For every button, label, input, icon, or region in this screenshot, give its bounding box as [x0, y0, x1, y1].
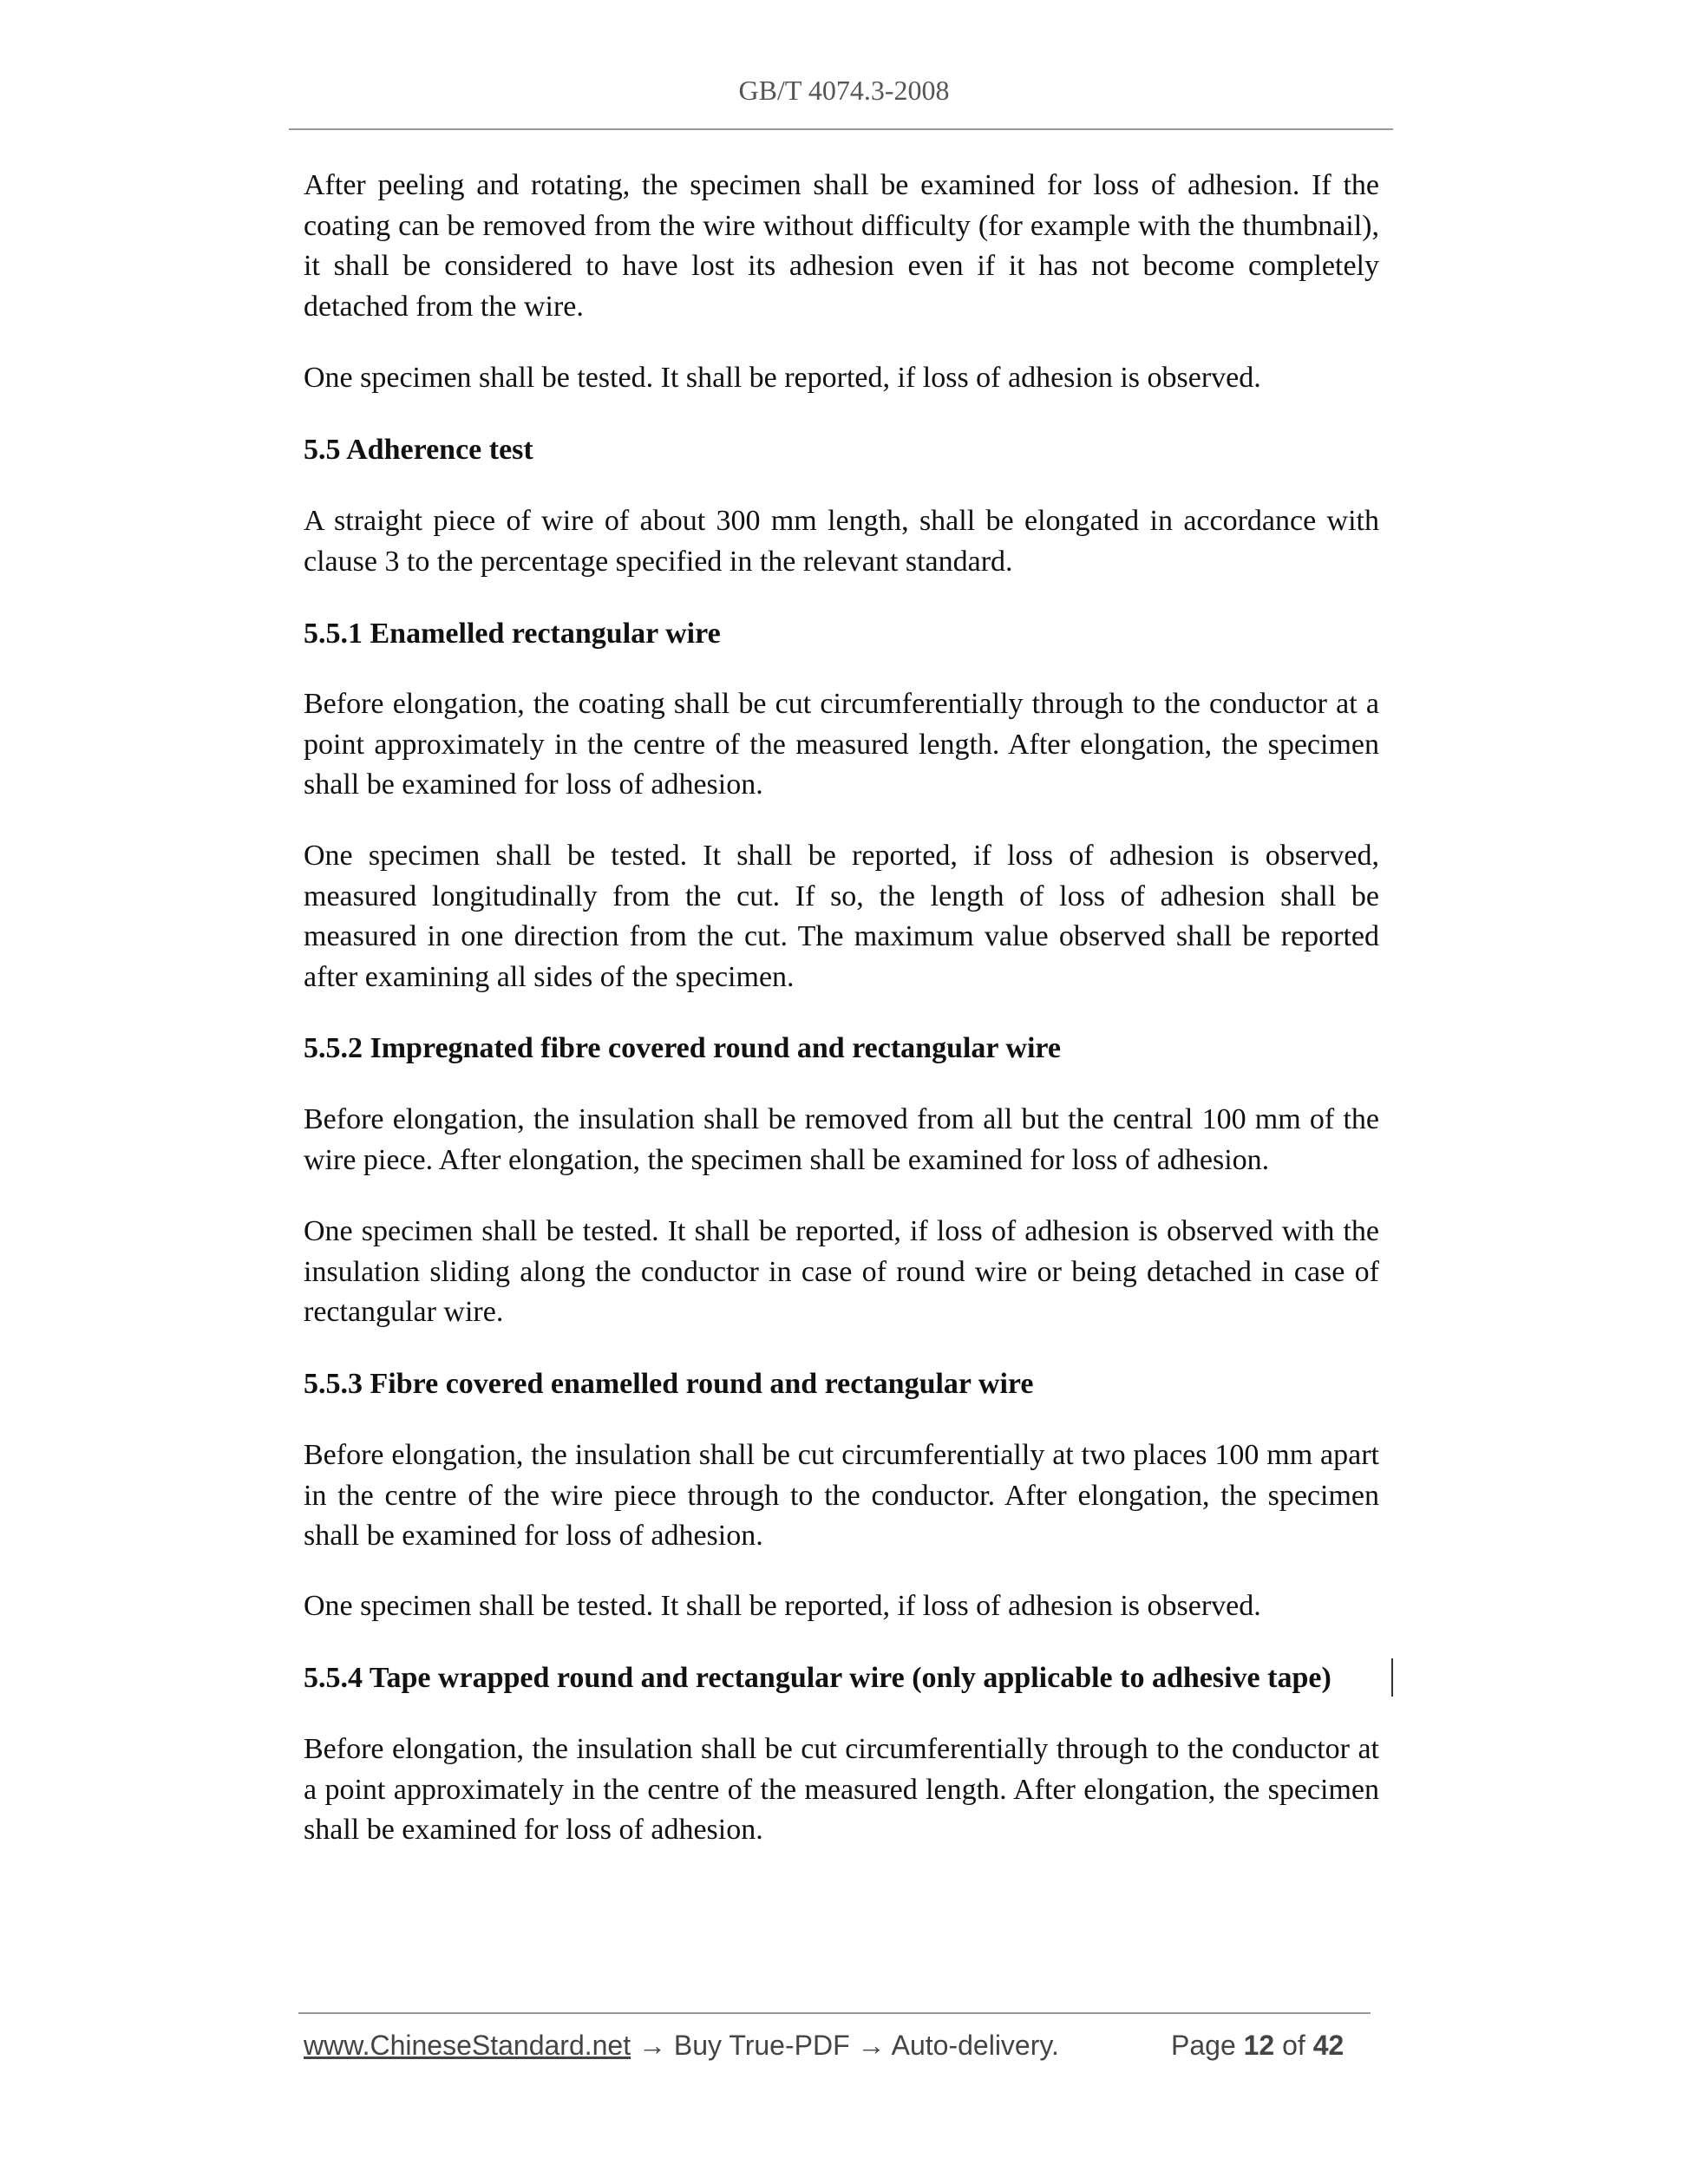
page-total: 42 [1312, 2030, 1345, 2061]
page-label: Page [1171, 2030, 1236, 2061]
of-label: of [1282, 2030, 1305, 2061]
section-heading: 5.5.1 Enamelled rectangular wire [304, 618, 721, 650]
paragraph: Before elongation, the coating shall be cut circumferentially through to the conductor at a point approximately in the centre of the measured length. After elongation, the specimen shall be examined for loss of adhesion. [304, 688, 1379, 801]
section-heading: 5.5.2 Impregnated fibre covered round and rectangular wire [304, 1032, 1061, 1064]
paragraph: A straight piece of wire of about 300 mm length, shall be elongated in accordance with clause 3 to the percentage specified in the relevant standard. [304, 505, 1379, 578]
section-heading: 5.5.3 Fibre covered enamelled round and rectangular wire [304, 1368, 1034, 1400]
paragraph: One specimen shall be tested. It shall be reported, if loss of adhesion is observed. [304, 362, 1261, 394]
header-divider [289, 128, 1393, 130]
paragraph: One specimen shall be tested. It shall be reported, if loss of adhesion is observed with the insulation sliding along the conductor in case of round wire or being detached in case of rectangular wire. [304, 1215, 1379, 1328]
change-bar [1391, 1658, 1393, 1697]
footer-divider [298, 2012, 1371, 2014]
paragraph: Before elongation, the insulation shall be cut circumferentially at two places 100 mm apart in the centre of the wire piece through to the conductor. After elongation, the specimen shall be examined for loss of adhesion. [304, 1439, 1379, 1552]
paragraph: One specimen shall be tested. It shall be reported, if loss of adhesion is observed, measured longitudinally from the cut. If so, the length of loss of adhesion shall be measured in one direction from the cut. The maximum value observed shall be reported after examining all sides of the specimen. [304, 840, 1379, 993]
document-header: GB/T 4074.3-2008 [738, 75, 950, 106]
paragraph: Before elongation, the insulation shall be removed from all but the central 100 mm of the wire piece. After elongation, the specimen shall be examined for loss of adhesion. [304, 1103, 1379, 1176]
website-link[interactable]: www.ChineseStandard.net [304, 2030, 631, 2061]
page-indicator [1171, 2030, 1344, 2062]
section-heading: 5.5.4 Tape wrapped round and rectangular wire (only applicable to adhesive tape) [304, 1662, 1331, 1694]
paragraph: After peeling and rotating, the specimen shall be examined for loss of adhesion. If the coating can be removed from the wire without difficulty (for example with the thumbnail), it shall be considered to have lost its adhesion even if it has not become completely detached from the wire. [304, 169, 1379, 323]
paragraph: One specimen shall be tested. It shall be reported, if loss of adhesion is observed. [304, 1590, 1261, 1622]
footer-promo-text: → Buy True-PDF → Auto-delivery. [631, 2030, 1059, 2061]
paragraph: Before elongation, the insulation shall be cut circumferentially through to the conductor at a point approximately in the centre of the measured length. After elongation, the specimen shall be examined for loss of adhesion. [304, 1733, 1379, 1846]
footer-promo [304, 2030, 1059, 2062]
page-current: 12 [1243, 2030, 1275, 2061]
section-heading: 5.5 Adherence test [304, 434, 533, 466]
